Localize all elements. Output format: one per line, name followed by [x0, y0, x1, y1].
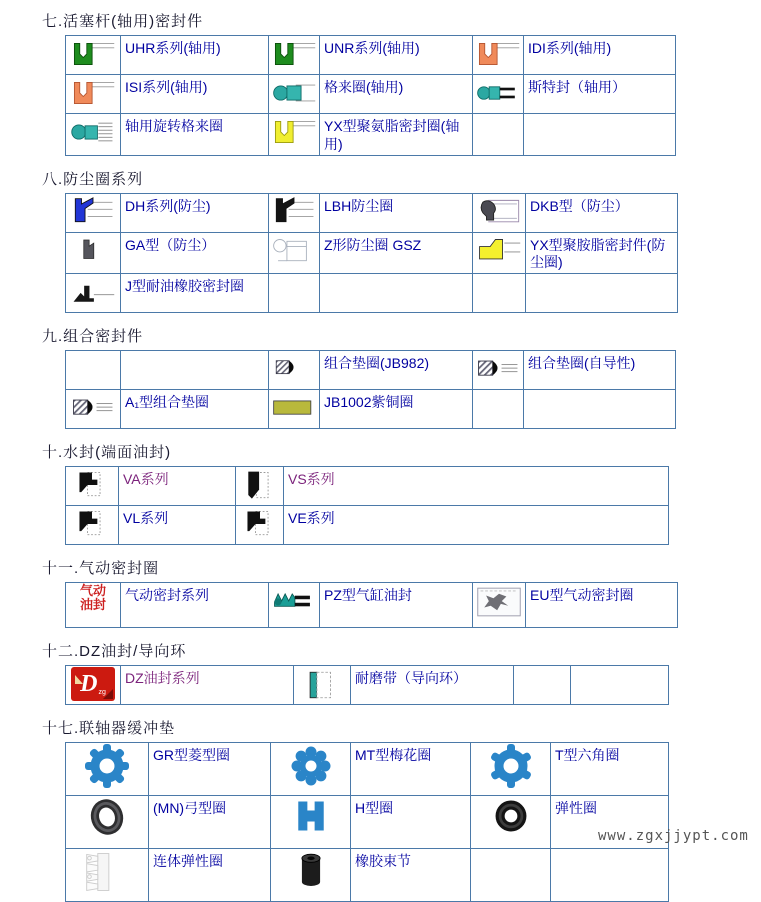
label-cell[interactable] [320, 390, 473, 429]
label-cell[interactable] [320, 75, 473, 114]
item-label[interactable]: UNR系列(轴用) [324, 40, 420, 56]
label-cell[interactable] [121, 36, 269, 75]
empty-cell [514, 666, 571, 705]
empty-cell [471, 849, 551, 902]
gray-eu-icon[interactable] [473, 583, 526, 628]
yellow-yx-icon[interactable] [473, 232, 526, 274]
empty-cell [66, 351, 121, 390]
label-cell[interactable] [121, 583, 269, 628]
label-cell[interactable] [320, 351, 473, 390]
teal-stepseal-icon[interactable] [473, 75, 524, 114]
blue-gear-icon[interactable] [66, 743, 149, 796]
item-label[interactable]: DKB型（防尘） [530, 197, 629, 214]
black-vseal-icon[interactable] [66, 506, 119, 545]
item-label[interactable]: GA型（防尘） [125, 236, 216, 253]
section-title: 九.组合密封件 [42, 328, 144, 345]
section-table [65, 350, 676, 429]
item-label[interactable]: 橡胶束节 [355, 853, 411, 869]
item-label[interactable]: 格来圈(轴用) [324, 79, 404, 95]
label-cell[interactable] [119, 506, 236, 545]
item-label[interactable]: UHR系列(轴用) [125, 40, 221, 56]
label-cell[interactable] [149, 743, 271, 796]
table-row [66, 849, 669, 902]
table-row [66, 506, 669, 545]
label-cell[interactable] [524, 351, 676, 390]
label-cell[interactable] [284, 506, 669, 545]
green-ucup-icon[interactable] [269, 36, 320, 75]
label-cell[interactable] [121, 114, 269, 156]
item-label[interactable]: A₁型组合垫圈 [125, 394, 210, 410]
teal-rotary-icon[interactable] [66, 114, 121, 156]
item-label[interactable]: Z形防尘圈 GSZ [324, 236, 422, 253]
black-cylinder-icon[interactable] [271, 849, 351, 902]
item-label[interactable]: 气动密封系列 [125, 587, 209, 603]
label-cell[interactable] [320, 36, 473, 75]
item-label[interactable]: 耐磨带（导向环） [355, 670, 467, 686]
empty-cell [473, 390, 524, 429]
label-cell[interactable] [149, 796, 271, 849]
section-table [65, 466, 669, 545]
item-label[interactable]: J型耐油橡胶密封圈 [125, 278, 244, 294]
item-label[interactable]: 轴用旋转格来圈 [125, 118, 223, 134]
table-row [66, 274, 678, 313]
label-cell [551, 849, 669, 902]
table-row [66, 583, 678, 628]
teal-pz-icon[interactable] [269, 583, 320, 628]
table-row [66, 351, 676, 390]
label-cell[interactable] [149, 849, 271, 902]
table-row [66, 75, 676, 114]
light-sleeve-icon[interactable] [66, 849, 149, 902]
item-label[interactable]: LBH防尘圈 [324, 197, 394, 214]
blue-hexgear-icon[interactable] [471, 743, 551, 796]
item-label[interactable]: 斯特封（轴用） [528, 79, 626, 95]
black-wiper-icon[interactable] [269, 193, 320, 232]
black-j-icon[interactable] [66, 274, 121, 313]
item-label[interactable]: IDI系列(轴用) [528, 40, 612, 56]
section-title: 十二.DZ油封/导向环 [42, 643, 187, 660]
label-cell[interactable] [320, 583, 473, 628]
table-row [66, 232, 678, 274]
item-label[interactable]: VE系列 [288, 510, 335, 526]
table-row [66, 743, 669, 796]
label-cell[interactable] [121, 232, 269, 274]
label-cell[interactable] [320, 232, 473, 274]
qidong-logo-icon[interactable]: 气动 油封 [66, 583, 121, 628]
label-cell[interactable] [551, 743, 669, 796]
label-cell[interactable] [351, 849, 471, 902]
item-label[interactable]: YX型聚氨脂密封圈(轴用) [324, 118, 460, 152]
item-label[interactable]: T型六角圈 [555, 747, 620, 763]
hatch-seal-lines-icon[interactable] [473, 351, 524, 390]
black-oring-icon[interactable] [471, 796, 551, 849]
blue-flower-icon[interactable] [271, 743, 351, 796]
section-title: 七.活塞杆(轴用)密封件 [42, 13, 204, 30]
label-cell[interactable] [121, 75, 269, 114]
label-cell[interactable] [526, 232, 678, 274]
item-label[interactable]: VS系列 [288, 471, 335, 487]
item-label[interactable]: (MN)弓型圈 [153, 800, 227, 816]
table-row [66, 467, 669, 506]
section-title: 十.水封(端面油封) [42, 444, 172, 461]
label-cell [320, 274, 473, 313]
section-table [65, 35, 676, 156]
label-cell [524, 390, 676, 429]
label-cell [524, 114, 676, 156]
blue-wiper-icon[interactable] [66, 193, 121, 232]
dz-logo-icon[interactable]: D zg [66, 666, 121, 705]
label-cell[interactable] [320, 114, 473, 156]
empty-cell [269, 274, 320, 313]
section-table [65, 742, 669, 902]
empty-cell [473, 114, 524, 156]
table-row [66, 193, 678, 232]
wear-band-icon[interactable] [294, 666, 351, 705]
black-vseal-icon[interactable] [236, 506, 284, 545]
dark-ga-icon[interactable] [66, 232, 121, 274]
section-table [65, 582, 678, 628]
black-vseal-tall-icon[interactable] [236, 467, 284, 506]
item-label[interactable]: H型圈 [355, 800, 394, 816]
table-row [66, 796, 669, 849]
label-cell[interactable] [351, 666, 514, 705]
item-label[interactable]: 弹性圈 [555, 800, 597, 816]
label-cell [526, 274, 678, 313]
olive-rect-icon[interactable] [269, 390, 320, 429]
label-cell[interactable] [351, 796, 471, 849]
label-cell[interactable] [121, 274, 269, 313]
item-label[interactable]: JB1002紫铜圈 [324, 394, 414, 410]
item-label[interactable]: 连体弹性圈 [153, 853, 223, 869]
label-cell[interactable] [351, 743, 471, 796]
dark-ring-icon[interactable] [66, 796, 149, 849]
label-cell[interactable] [119, 467, 236, 506]
label-cell[interactable] [524, 75, 676, 114]
table-row [66, 390, 676, 429]
item-label[interactable]: 组合垫圈(自导性) [528, 355, 636, 371]
section-title: 十一.气动密封圈 [42, 560, 160, 577]
label-cell[interactable] [284, 467, 669, 506]
label-cell[interactable] [524, 36, 676, 75]
watermark: www.zgxjjypt.com [598, 828, 749, 844]
black-vseal-icon[interactable] [66, 467, 119, 506]
item-label[interactable]: DZ油封系列 [125, 670, 200, 686]
table-row [66, 36, 676, 75]
teal-glyd-icon[interactable] [269, 75, 320, 114]
label-cell[interactable] [121, 193, 269, 232]
label-cell [571, 666, 669, 705]
item-label[interactable]: VL系列 [123, 510, 169, 526]
item-label[interactable]: GR型菱型圈 [153, 747, 230, 763]
orange-ucup-icon[interactable] [66, 75, 121, 114]
label-cell [121, 351, 269, 390]
item-label[interactable]: EU型气动密封圈 [530, 587, 634, 603]
label-cell[interactable] [526, 193, 678, 232]
label-cell[interactable] [121, 666, 294, 705]
outline-z-icon[interactable] [269, 232, 320, 274]
item-label[interactable]: VA系列 [123, 471, 169, 487]
gray-dkb-icon[interactable] [473, 193, 526, 232]
hatch-seal-lines-icon[interactable] [66, 390, 121, 429]
item-label[interactable]: ISI系列(轴用) [125, 79, 208, 95]
section-title: 十七.联轴器缓冲垫 [42, 720, 176, 737]
section-table [65, 193, 678, 314]
label-cell[interactable] [121, 390, 269, 429]
yellow-ucup-icon[interactable] [269, 114, 320, 156]
label-cell[interactable] [320, 193, 473, 232]
item-label[interactable]: PZ型气缸油封 [324, 587, 412, 603]
item-label[interactable]: MT型梅花圈 [355, 747, 432, 763]
green-ucup-icon[interactable] [66, 36, 121, 75]
label-cell[interactable] [526, 583, 678, 628]
hatch-seal-icon[interactable] [269, 351, 320, 390]
table-row [66, 114, 676, 156]
blue-h-icon[interactable] [271, 796, 351, 849]
section-table [65, 665, 669, 705]
empty-cell [473, 274, 526, 313]
section-title: 八.防尘圈系列 [42, 170, 144, 188]
item-label[interactable]: YX型聚胺脂密封件(防尘圈) [530, 236, 666, 270]
item-label[interactable]: DH系列(防尘) [125, 197, 211, 214]
item-label[interactable]: 组合垫圈(JB982) [324, 355, 430, 371]
orange-ucup-icon[interactable] [473, 36, 524, 75]
table-row [66, 666, 669, 705]
